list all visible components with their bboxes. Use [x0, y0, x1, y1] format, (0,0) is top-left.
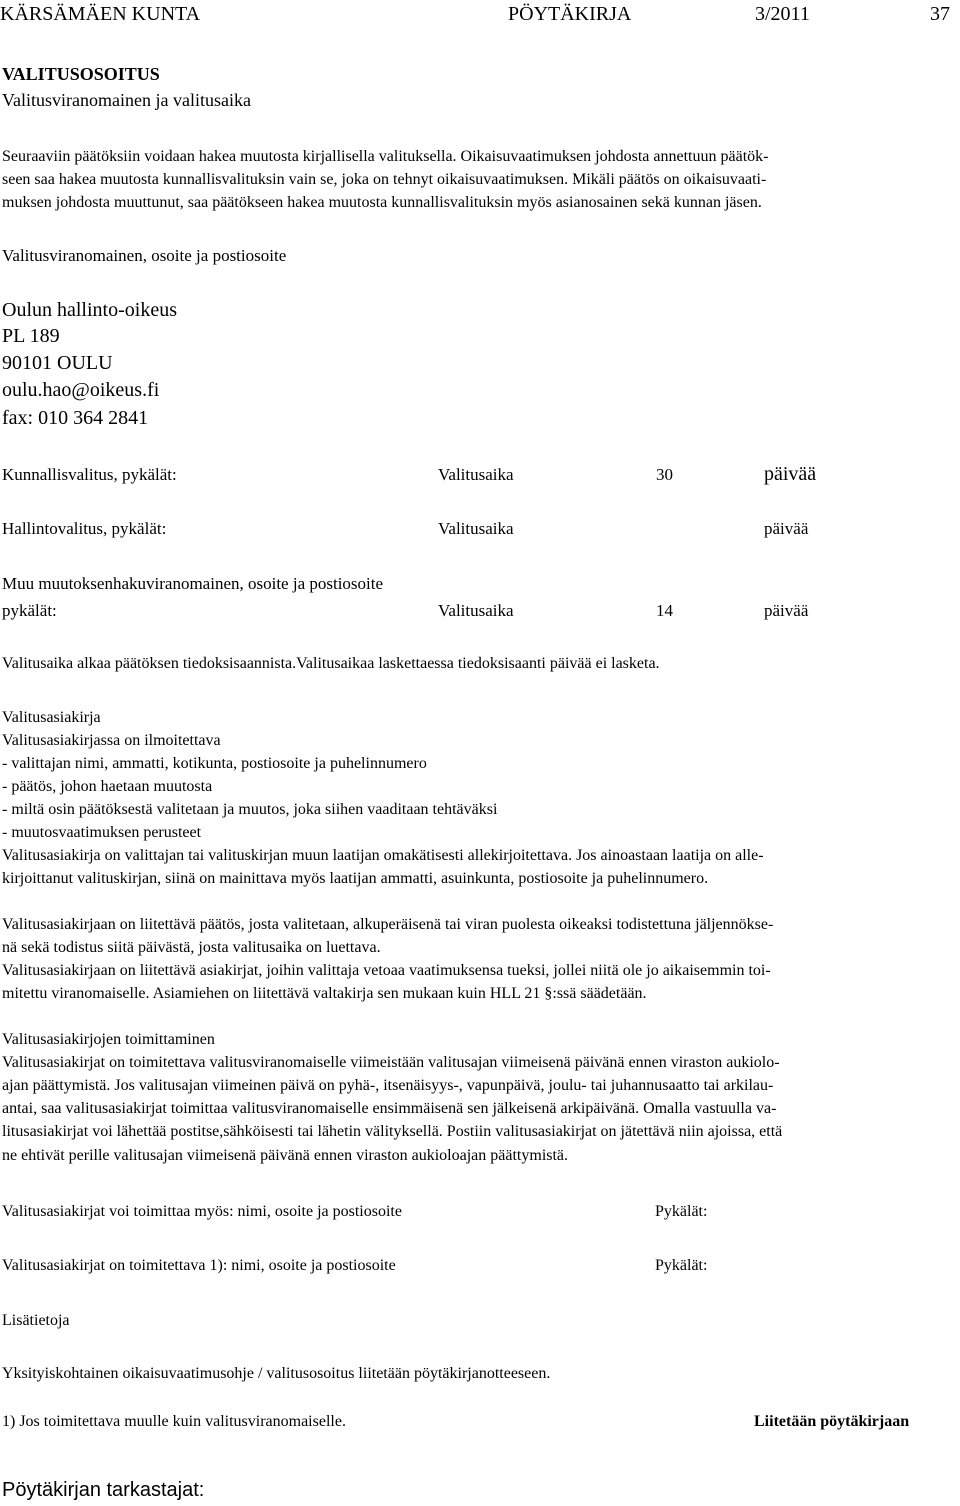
paragraph-line: mitettu viranomaiselle. Asiamiehen on liitettävä valtakirja sen mukaan kuin HLL 21 §:ssä säädetään.: [2, 985, 647, 1002]
list-item: - valittajan nimi, ammatti, kotikunta, postiosoite ja puhelinnumero: [2, 755, 427, 772]
document-title: Valitusasiakirja: [2, 709, 101, 726]
intro-line: seen saa hakea muutosta kunnallisvalituksin vain se, joka on tehnyt oikaisuvaatimuksen. Mikäli päätös on oikaisuvaati-: [2, 171, 767, 188]
reviewers-label: Pöytäkirjan tarkastajat:: [2, 1479, 205, 1501]
row-period-label: Valitusaika: [438, 465, 514, 484]
authority-name: Oulun hallinto-oikeus: [2, 299, 177, 321]
appeal-subheading: Valitusviranomainen ja valitusaika: [2, 90, 251, 110]
delivery-title: Valitusasiakirjojen toimittaminen: [2, 1031, 215, 1048]
authority-label: Valitusviranomainen, osoite ja postiosoite: [2, 246, 287, 265]
row-label: pykälät:: [2, 601, 57, 620]
footnote: 1) Jos toimitettava muulle kuin valitusviranomaiselle.: [2, 1413, 346, 1430]
list-item: - miltä osin päätöksestä valitetaan ja muutos, joka siihen vaaditaan tehtäväksi: [2, 801, 498, 818]
row-unit: päivää: [764, 601, 809, 620]
document-must-state: Valitusasiakirjassa on ilmoitettava: [2, 732, 221, 749]
period-note: Valitusaika alkaa päätöksen tiedoksisaannista.Valitusaikaa laskettaessa tiedoksisaanti päivää ei lasketa.: [2, 655, 660, 672]
authority-postal: 90101 OULU: [2, 352, 113, 374]
row-days: 30: [656, 465, 673, 484]
municipality-name: KÄRSÄMÄEN KUNTA: [0, 3, 201, 25]
list-item: - päätös, johon haetaan muutosta: [2, 778, 213, 795]
paragraph-line: ne ehtivät perille valitusajan viimeisenä päivänä ennen viraston aukioloajan päättymistä.: [2, 1147, 569, 1164]
paragraph-line: ajan päättymistä. Jos valitusajan viimeinen päivä on pyhä-, itsenäisyys-, vapunpäivä, joulu- tai juhannusaatto tai arkilau-: [2, 1077, 774, 1094]
paragraph-line: Valitusasiakirja on valittajan tai valituskirjan muun laatijan omakätisesti allekirjoitettava. Jos ainoastaan laatija on alle-: [2, 847, 764, 864]
delivery-must-label: Valitusasiakirjat on toimitettava 1): nimi, osoite ja postiosoite: [2, 1257, 396, 1274]
authority-email: oulu.hao@oikeus.fi: [2, 379, 160, 401]
row-days: 14: [656, 601, 673, 620]
row-period-label: Valitusaika: [438, 601, 514, 620]
intro-line: Seuraaviin päätöksiin voidaan hakea muutosta kirjallisella valituksella. Oikaisuvaatimuksen johdosta annettuun päätök-: [2, 148, 769, 165]
delivery-also-label: Valitusasiakirjat voi toimittaa myös: nimi, osoite ja postiosoite: [2, 1203, 402, 1220]
intro-line: muksen johdosta muuttunut, saa päätökseen hakea muutosta kunnallisvalituksin myös asianosainen sekä kunnan jäsen.: [2, 194, 762, 211]
row-unit: päivää: [764, 463, 817, 485]
paragraph-line: Valitusasiakirjaan on liitettävä asiakirjat, joihin valittaja vetoaa vaatimuksensa tueksi, jollei niitä ole jo aikaisemmin toi-: [2, 962, 771, 979]
paragraph-line: Valitusasiakirjaan on liitettävä päätös, josta valitetaan, alkuperäisenä tai viran puolesta oikeaksi todistettuna jäljennökse-: [2, 916, 774, 933]
authority-fax: fax: 010 364 2841: [2, 407, 149, 429]
extra-title: Lisätietoja: [2, 1312, 70, 1329]
paragraph-line: litusasiakirjat voi lähettää postitse,sähköisesti tai lähetin välityksellä. Postiin valitusasiakirjat on jätettävä niin ajoissa, että: [2, 1123, 783, 1140]
paragraph-line: nä sekä todistus siitä päivästä, josta valitusaika on luettava.: [2, 939, 381, 956]
paragraph-line: kirjoittanut valituskirjan, siinä on mainittava myös laatijan ammatti, asuinkunta, postiosoite ja puhelinnumero.: [2, 870, 709, 887]
page-number: 37: [930, 3, 950, 25]
authority-po-box: PL 189: [2, 325, 60, 347]
row-period-label: Valitusaika: [438, 519, 514, 538]
appeal-heading: VALITUSOSOITUS: [2, 64, 160, 84]
paragraph-line: Valitusasiakirjat on toimitettava valitusviranomaiselle viimeistään valitusajan viimeisenä päivänä ennen viraston aukiolo-: [2, 1054, 780, 1071]
attached-note: Liitetään pöytäkirjaan: [754, 1413, 910, 1430]
document-type: PÖYTÄKIRJA: [508, 3, 632, 25]
row-label: Hallintovalitus, pykälät:: [2, 519, 167, 538]
list-item: - muutosvaatimuksen perusteet: [2, 824, 202, 841]
row-label: Kunnallisvalitus, pykälät:: [2, 465, 177, 484]
row-unit: päivää: [764, 519, 809, 538]
delivery-must-paragraphs: Pykälät:: [655, 1257, 708, 1274]
paragraph-line: antai, saa valitusasiakirjat toimittaa valitusviranomaiselle ensimmäisenä sen jälkeisenä arkipäivänä. Omalla vastuulla va-: [2, 1100, 777, 1117]
extra-text: Yksityiskohtainen oikaisuvaatimusohje / valitusosoitus liitetään pöytäkirjanotteeseen.: [2, 1365, 551, 1382]
delivery-also-paragraphs: Pykälät:: [655, 1203, 708, 1220]
issue-number: 3/2011: [755, 3, 810, 25]
other-authority-label: Muu muutoksenhakuviranomainen, osoite ja postiosoite: [2, 574, 384, 593]
